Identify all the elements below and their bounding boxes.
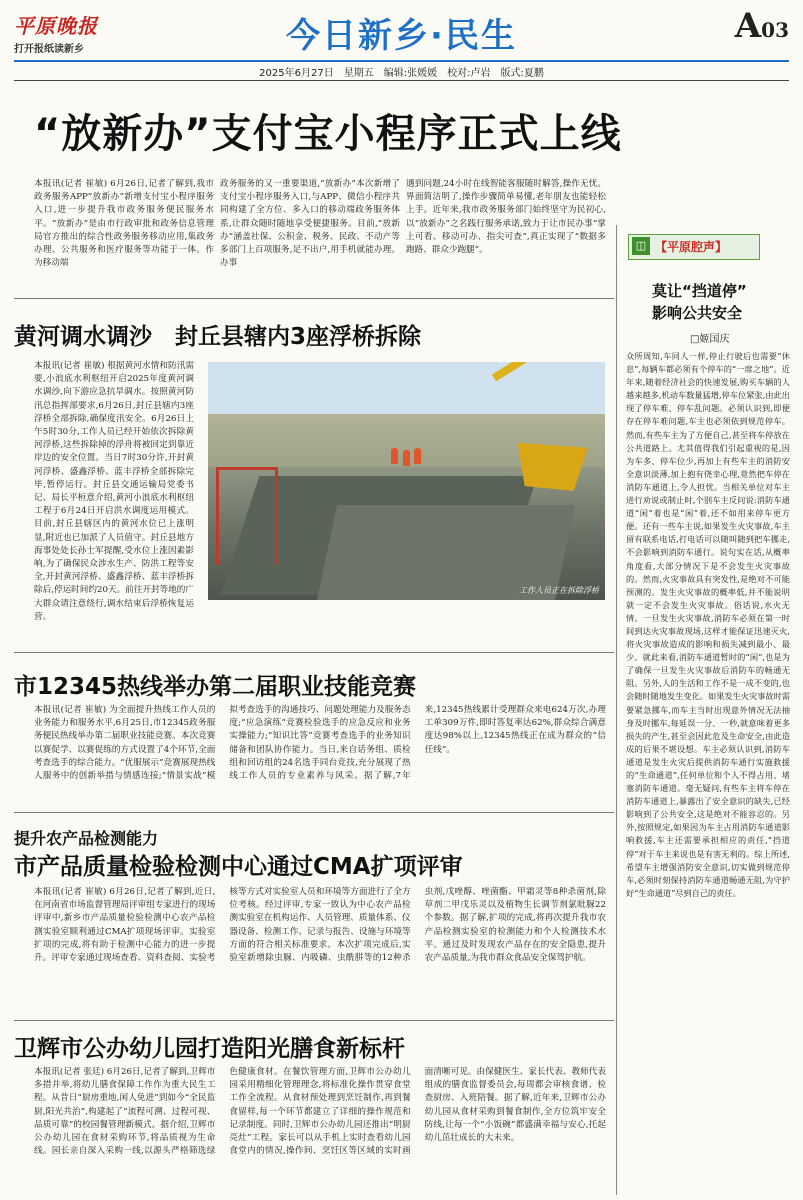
article2-body-continued	[208, 606, 605, 642]
page-letter: A	[734, 6, 762, 46]
section-title: 今日新乡·民生	[286, 16, 517, 56]
masthead-slogan: 打开报纸读新乡	[14, 44, 84, 55]
floating-bridge-photo	[208, 362, 605, 600]
dateline: 2025年6月27日 星期五 编辑:张媛媛 校对:卢岩 版式:夏鹏	[259, 68, 544, 79]
sidebar-headline-2: 影响公共安全	[652, 304, 743, 322]
article2-headline: 黄河调水调沙 封丘县辖内3座浮桥拆除	[14, 324, 422, 350]
article5-headline: 卫辉市公办幼儿园打造阳光膳食新标杆	[14, 1036, 405, 1062]
article5-body: 本报讯(记者 张廷) 6月26日,记者了解到,卫辉市多措并举,将幼儿膳食保障工作作为重大民生工程。从昔日“厨房重地,闲人免进”到如今“全民监厨,阳光共治”,构建起了“流程可溯、过程可视、品质可靠”的校园餐管理新模式。据介绍,卫辉市公办幼儿园在食材采购环节,将品质视为生命线。园长亲自深入采购一线,以源头严格筛选绿色健康食材。在餐饮管理方面,卫辉市公办幼儿园采用精细化管理理念,将标准化操作贯穿食堂工作全流程。从食材预处理到烹饪制作,再到餐食留样,每一个环节都建立了详细的操作规范和记录制度。同时,卫辉市公办幼儿园还推出“明厨亮灶”工程。家长可以从手机上实时查看幼儿园食堂内的情况,操作间、烹饪区等区域的实时画面清晰可见。由保健医生、家长代表、教师代表组成的膳食监督委员会,每周都会审核食谱、检查厨房、入班陪餐。据了解,近年来,卫辉市公办幼儿园从食材采购到餐食制作,全方位筑牢安全防线,让每一个“小饭碗”都盛满幸福与安心,托起幼儿茁壮成长的大未来。	[34, 1067, 606, 1157]
divider	[14, 812, 614, 813]
excavator-bucket	[518, 443, 588, 491]
worker-figure	[403, 450, 410, 466]
excavator-arm	[492, 362, 597, 381]
article2-body: 本报讯(记者 崔敏) 根据黄河水情和防汛需要,小浪底水利枢纽开启2025年度黄河调水调沙,向下游应急抗旱调水。按照黄河防汛总指挥部要求,6月26日,封丘县辖内3座浮桥全部拆除,确保度汛安全。6月26日上午5时30分,工作人员已经开始依次拆除黄河浮桥,这些拆除掉的浮舟将被回定到靠近岸边的安全位置。当日7时30分许,开封黄河浮桥、盛鑫浮桥、蓝丰浮桥全部拆除完毕,暂停运行。封丘县交通运输局党委书记、局长平桓意介绍,黄河小浪底水利枢纽工程于6月24日开启洪水调度运用模式。目前,封丘县辖区内的黄河水位已上涨明显,附近也已加派了人员值守。封丘县地方海事处处长孙士军提醒,受水位上涨因素影响,为了确保民众涉水生产、防洪工程等安全,开封黄河浮桥、盛鑫浮桥、蓝丰浮桥拆除后,停运时间约20天。前往开封等地的广大群众请注意绕行,调水结束后浮桥恢复运营。	[34, 361, 194, 622]
article1-col2: 政务服务的又一重要渠道,“放新办”本次新增了支付宝小程序服务入口,与APP、微信小程序共同构建了全方位、多入口的移动端政务服务体系,让群众随时随地享受便捷服务。目前,“放新办”涵盖社保、公积金、税务、民政、不动产等多部门上百项服务,足不出户,用手机就能办理。办事	[220, 179, 400, 269]
article4-kicker: 提升农产品检测能力	[14, 829, 159, 848]
article1-col1: 本报讯(记者 崔敏) 6月26日,记者了解到,我市政务服务APP“放新办”新增支付宝小程序服务入口,进一步提升我市政务服务便民服务水平。“放新办”是由市行政审批和政务信息管理局官方推出的综合性政务服务移动应用,集政务办理、公共服务和医疗服务等功能于一体。作为移动端	[34, 179, 214, 269]
newspaper-logo: 平原晚报	[14, 14, 98, 38]
masthead-rule	[14, 60, 789, 62]
bridge-rail	[216, 467, 278, 565]
page-digits: 03	[761, 18, 789, 42]
column-divider	[616, 225, 617, 1195]
article4-body: 本报讯(记者 崔敏) 6月26日,记者了解到,近日,在河南省市场监督管理局评审组专家进行的现场评审中,新乡市产品质量检验检测中心农产品检测实验室顺利通过CMA扩项现场评审。实验室扩项的完成,将有助于检测中心能力的进一步提升。评审专家通过现场查看、资料查阅、实验考核等方式对实验室人员和环境等方面进行了全方位考核。经过评审,专家一致认为中心农产品检测实验室在机构运作、人员管理、质量体系、仪器设备、检测工作、记录与报告、设施与环境等方面的符合相关标准要求。本次扩项完成后,实验室新增除虫脲、内吸磷、虫酰肼等的12种杀虫剂,戊唑醇、唑菌酯、甲霜灵等8种杀菌剂,除草剂二甲戊乐灵以及植物生长调节剂氯吡脲22个参数。据了解,扩项的完成,将再次提升我市农产品检测实验室的检测能力和个人检测技术水平。通过及时发现农产品存在的安全隐患,提升农产品质量,为我市群众食品安全保驾护航。	[34, 887, 606, 964]
header-divider	[14, 80, 789, 81]
column-tag-label: 【平原腔声】	[655, 240, 728, 254]
article3-headline: 市12345热线举办第二届职业技能竞赛	[14, 674, 417, 700]
article1-col3: 遇到问题,24小时在线智能客服随时解答,操作无忧。界面简洁明了,操作步骤简单易懂,老年朋友也能轻松上手。近年来,我市政务服务部门始终坚守为民初心,以“放新办”之名践行服务承诺,致力于让市民办事“掌上可看、移动可办、指尖可查”,真正实现了“数据多跑路、群众少跑腿”。	[406, 179, 606, 256]
column-tag	[628, 234, 760, 260]
divider	[14, 298, 614, 299]
column-icon: ◫	[632, 237, 650, 255]
sidebar-headline-1: 莫让“挡道停”	[652, 282, 747, 300]
worker-figure	[414, 448, 421, 464]
article4-headline: 市产品质量检验检测中心通过CMA扩项评审	[14, 854, 463, 880]
worker-figure	[391, 448, 398, 464]
page-number	[735, 6, 789, 46]
photo-caption: 工作人员正在拆除浮桥	[519, 586, 599, 595]
article1-headline: “放新办”支付宝小程序正式上线	[34, 111, 622, 157]
sidebar-body: 众所周知,车同人一样,停止行驶后也需要“休息”,每辆车都必须有个停车的“一席之地”。近年来,随着经济社会的快速发展,购买车辆的人越来越多,机动车数量猛增,停车位紧张,由此出现了停车难、停车乱问题。必须认识到,即便存在停车难问题,车主也必须依到规范停车。然而,有些车主为了方便自己,甚至将车停放在公共道路上。尤其值得我们引起重视的是,因为车多、停车位少,再加上有些车主的消防安全意识淡薄,加上抱有侥幸心理,竟然把车停在消防车通道上,令人担忧。当相关单位对车主进行劝说或制止时,个别车主反问说:消防车通道“闲”着也是“闲”着,还不如用来停车更方便。还有一些车主说,如果发生火灾事故,车主留有联系电话,打电话可以随叫随到把车挪走,不会影响到消防车通行。说句实在话,从概率角度看,大部分情况下是不会发生火灾事故的。然而,火灾事故具有突发性,是绝对不可能预测的。发生火灾事故的概率低,并不能说明就一定不会发生火灾事故。俗话说,水火无情。一旦发生火灾事故,消防车必须在第一时间到达火灾事故现场,这样才能保证迅速灭火,将火灾事故造成的影响和损失减到最小、最少。就此来看,消防车通道暂时的“闲”,也是为了确保一旦发生火灾事故后消防车的畅通无阻。另外,人的生活和工作不是一成不变的,也会随时随地发生变化。如果发生火灾事故时需要紧急挪车,而车主当时出现意外情况无法抽身及时挪车,每延误一分、一秒,就意味着更多损失的产生,甚至会因此危及生命安全,由此造成的后果不堪设想。车主必须认识到,消防车通道是发生火灾后提供消防车通行实施救援的“生命通道”,任何单位和个人不得占用、堵塞消防车通道。毫无疑问,有些车主将车停在消防车通道上,暴露出了安全意识的缺失,已经影响到了公共安全,这是绝对不能容忍的。另外,按照规定,如果因为车主占用消防车通道影响救援,车主还需要承担相应的责任,“挡道停”对于车主来说也是有害无利的。综上所述,希望车主增强消防安全意识,切实做到规范停车,必须时刻保持消防车通道畅通无阻,为守护好“生命通道”尽到自己的责任。	[626, 351, 790, 898]
divider	[14, 1020, 614, 1021]
article3-body: 本报讯(记者 崔敏) 为全面提升热线工作人员的业务能力和服务水平,6月25日,市12345政务服务便民热线举办第二届职业技能竞赛。本次竞赛以赛促学、以赛促练的方式设置了4个环节,全面考查选手的综合能力。“优服展示”竞赛展现热线人服务中的创新举措与情感连接;“情景实战”模拟考查选手的沟通技巧、问题处理能力及服务态度;“应急演练”竞赛检验选手的应急反应和业务实操能力;“知识比答”竞赛考查选手的业务知识储备和团队协作能力。当日,来自话务组、质检组和回访组的24名选手同台竞技,充分展现了热线工作人员的专业素养与风采。据了解,7年来,12345热线累计受理群众来电624万次,办理工单309万件,即时答复率达62%,群众综合满意度达98%以上,12345热线正在成为群众的“信任线”。	[34, 705, 606, 782]
divider	[14, 652, 614, 653]
sidebar-byline: □姬国庆	[690, 334, 730, 345]
